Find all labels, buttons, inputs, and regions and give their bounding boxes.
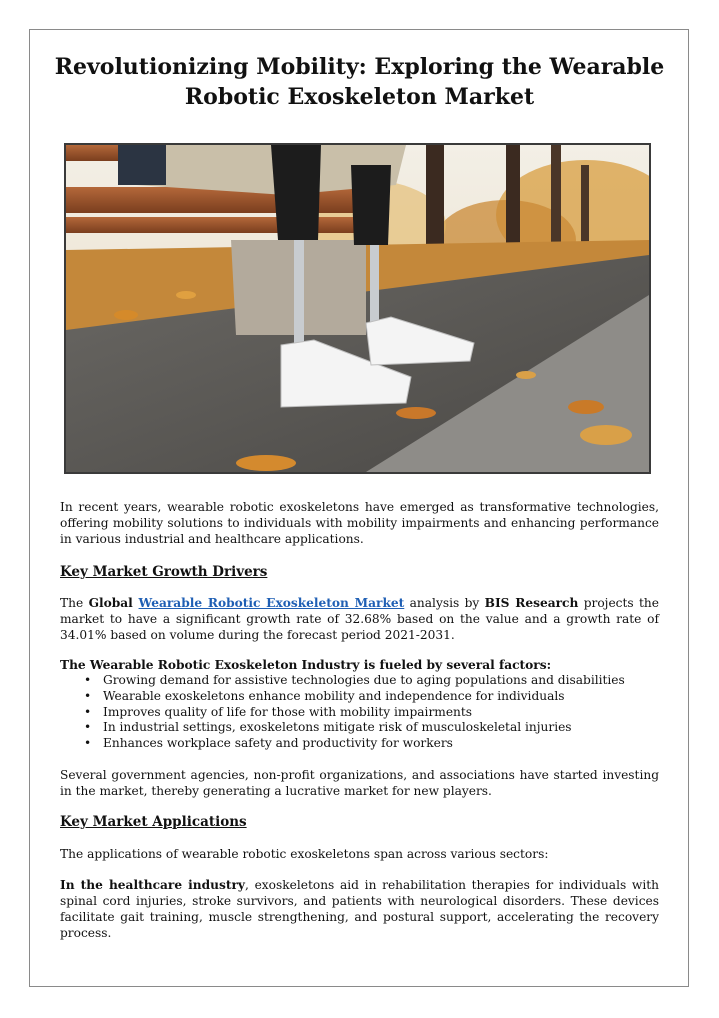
growth-bold-bis: BIS Research	[484, 596, 579, 610]
document-title	[40, 52, 679, 112]
hero-photo	[64, 143, 651, 474]
list-item	[60, 720, 659, 736]
growth-paragraph	[60, 595, 659, 643]
list-item	[60, 736, 659, 752]
healthcare-paragraph	[60, 877, 659, 941]
list-item-text: Growing demand for assistive technologies due to aging populations and disabilities	[103, 673, 625, 687]
list-item	[60, 673, 659, 689]
investment-paragraph: Several government agencies, non-profit organizations, and associations have started investing in the market, thereby generating a lucrative market for new players.	[60, 768, 659, 798]
list-item-text: Wearable exoskeletons enhance mobility and independence for individuals	[103, 688, 565, 703]
bullet-icon: •	[84, 720, 92, 735]
healthcare-bold-lead: In the healthcare industry	[60, 878, 246, 892]
applications-heading: Key Market Applications	[60, 814, 247, 830]
bullet-icon: •	[84, 688, 92, 703]
bullet-icon: •	[84, 736, 92, 751]
hero-photo-illustration	[66, 145, 649, 472]
list-item-text: Enhances workplace safety and productivity for workers	[103, 736, 453, 751]
growth-text-1: The	[60, 596, 89, 610]
growth-text-2: analysis by	[404, 596, 485, 610]
applications-intro: The applications of wearable robotic exoskeletons span across various sectors:	[60, 847, 549, 861]
title-line-2: Robotic Exoskeleton Market	[184, 84, 535, 110]
bullet-icon: •	[84, 673, 92, 687]
intro-paragraph: In recent years, wearable robotic exoskeletons have emerged as transformative technologies, offering mobility solutions to individuals with mobility impairments and enhancing performance in various industrial and healthcare applications.	[60, 500, 659, 546]
list-item-text: In industrial settings, exoskeletons mitigate risk of musculoskeletal injuries	[103, 720, 572, 735]
market-report-link[interactable]: Wearable Robotic Exoskeleton Market	[138, 596, 405, 610]
growth-bold-global: Global	[88, 596, 139, 610]
healthcare-text: , exoskeletons aid in rehabilitation therapies for individuals with spinal cord injuries, stroke survivors, and patients with neurological disorders. These devices facilitate gait training, muscle strengthening, and postural support, accelerating the recovery process.	[60, 878, 659, 940]
list-item-text: Improves quality of life for those with mobility impairments	[103, 704, 473, 719]
title-line-1: Revolutionizing Mobility: Exploring the Wearable	[54, 54, 665, 80]
list-item	[60, 705, 659, 721]
factors-list	[60, 673, 659, 752]
bullet-icon: •	[84, 704, 92, 719]
list-item	[60, 689, 659, 705]
growth-text-3: projects the market to have a significant growth rate of 32.68% based on the value and a growth rate of 34.01% based on volume during the forecast period 2021-2031.	[60, 596, 659, 642]
factors-heading: The Wearable Robotic Exoskeleton Industry is fueled by several factors:	[60, 658, 552, 672]
growth-drivers-heading: Key Market Growth Drivers	[60, 564, 268, 580]
